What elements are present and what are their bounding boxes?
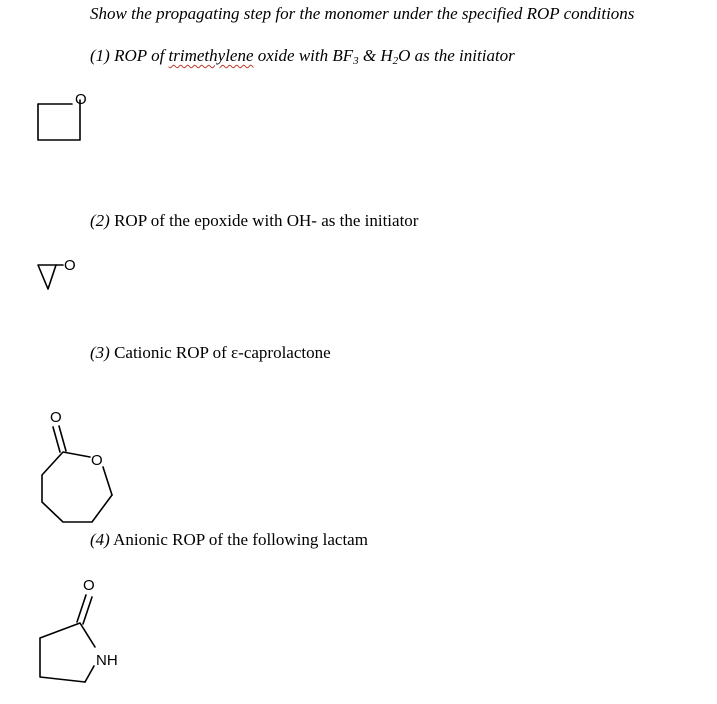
caprolactone-carbonyl-bond-1: [53, 427, 60, 452]
epoxide-ring-bonds: [38, 265, 56, 289]
question-1-subscript-2: 2: [392, 55, 399, 67]
question-1-number: (1): [90, 46, 110, 65]
question-2-number: (2): [90, 211, 110, 230]
oxetane-structure: [30, 88, 100, 148]
page-heading: Show the propagating step for the monomer under the specified ROP conditions: [90, 4, 635, 23]
question-3-text: Cationic ROP of ε-caprolactone: [114, 343, 331, 362]
question-1-subscript-1: 3: [353, 55, 359, 67]
epoxide-structure: [30, 250, 90, 300]
question-2: [90, 211, 418, 231]
oxetane-ring-bonds: [38, 100, 80, 140]
caprolactone-carbonyl-bond-2: [59, 426, 66, 451]
question-1: [90, 46, 515, 71]
lactam-carbonyl-oxygen-label: O: [83, 577, 95, 594]
question-1-text-after-1: oxide with BF: [253, 46, 354, 65]
lactam-ring-n-bond: [85, 666, 94, 682]
question-1-text-after-2: & H: [358, 46, 393, 65]
oxetane-oxygen-label: O: [75, 91, 87, 108]
question-1-underlined-word: trimethylene: [168, 46, 254, 65]
question-3: [90, 343, 331, 363]
lactam-nh-label: NH: [96, 652, 118, 669]
caprolactone-structure: [25, 405, 135, 535]
caprolactone-ring-oxygen-label: O: [91, 452, 103, 469]
question-4-text: Anionic ROP of the following lactam: [113, 530, 368, 549]
caprolactone-carbonyl-oxygen-label: O: [50, 409, 62, 426]
question-2-text: ROP of the epoxide with OH- as the initiator: [114, 211, 419, 230]
lactam-ring-bonds: [40, 623, 95, 682]
question-1-text-before: ROP of: [114, 46, 169, 65]
question-3-number: (3): [90, 343, 110, 362]
question-4: [90, 530, 368, 550]
lactam-structure: [30, 570, 140, 690]
question-1-text-after-3: O as the initiator: [398, 46, 515, 65]
caprolactone-ring-o-bond: [103, 467, 112, 495]
epoxide-oxygen-label: O: [64, 257, 76, 274]
question-4-number: (4): [90, 530, 110, 549]
